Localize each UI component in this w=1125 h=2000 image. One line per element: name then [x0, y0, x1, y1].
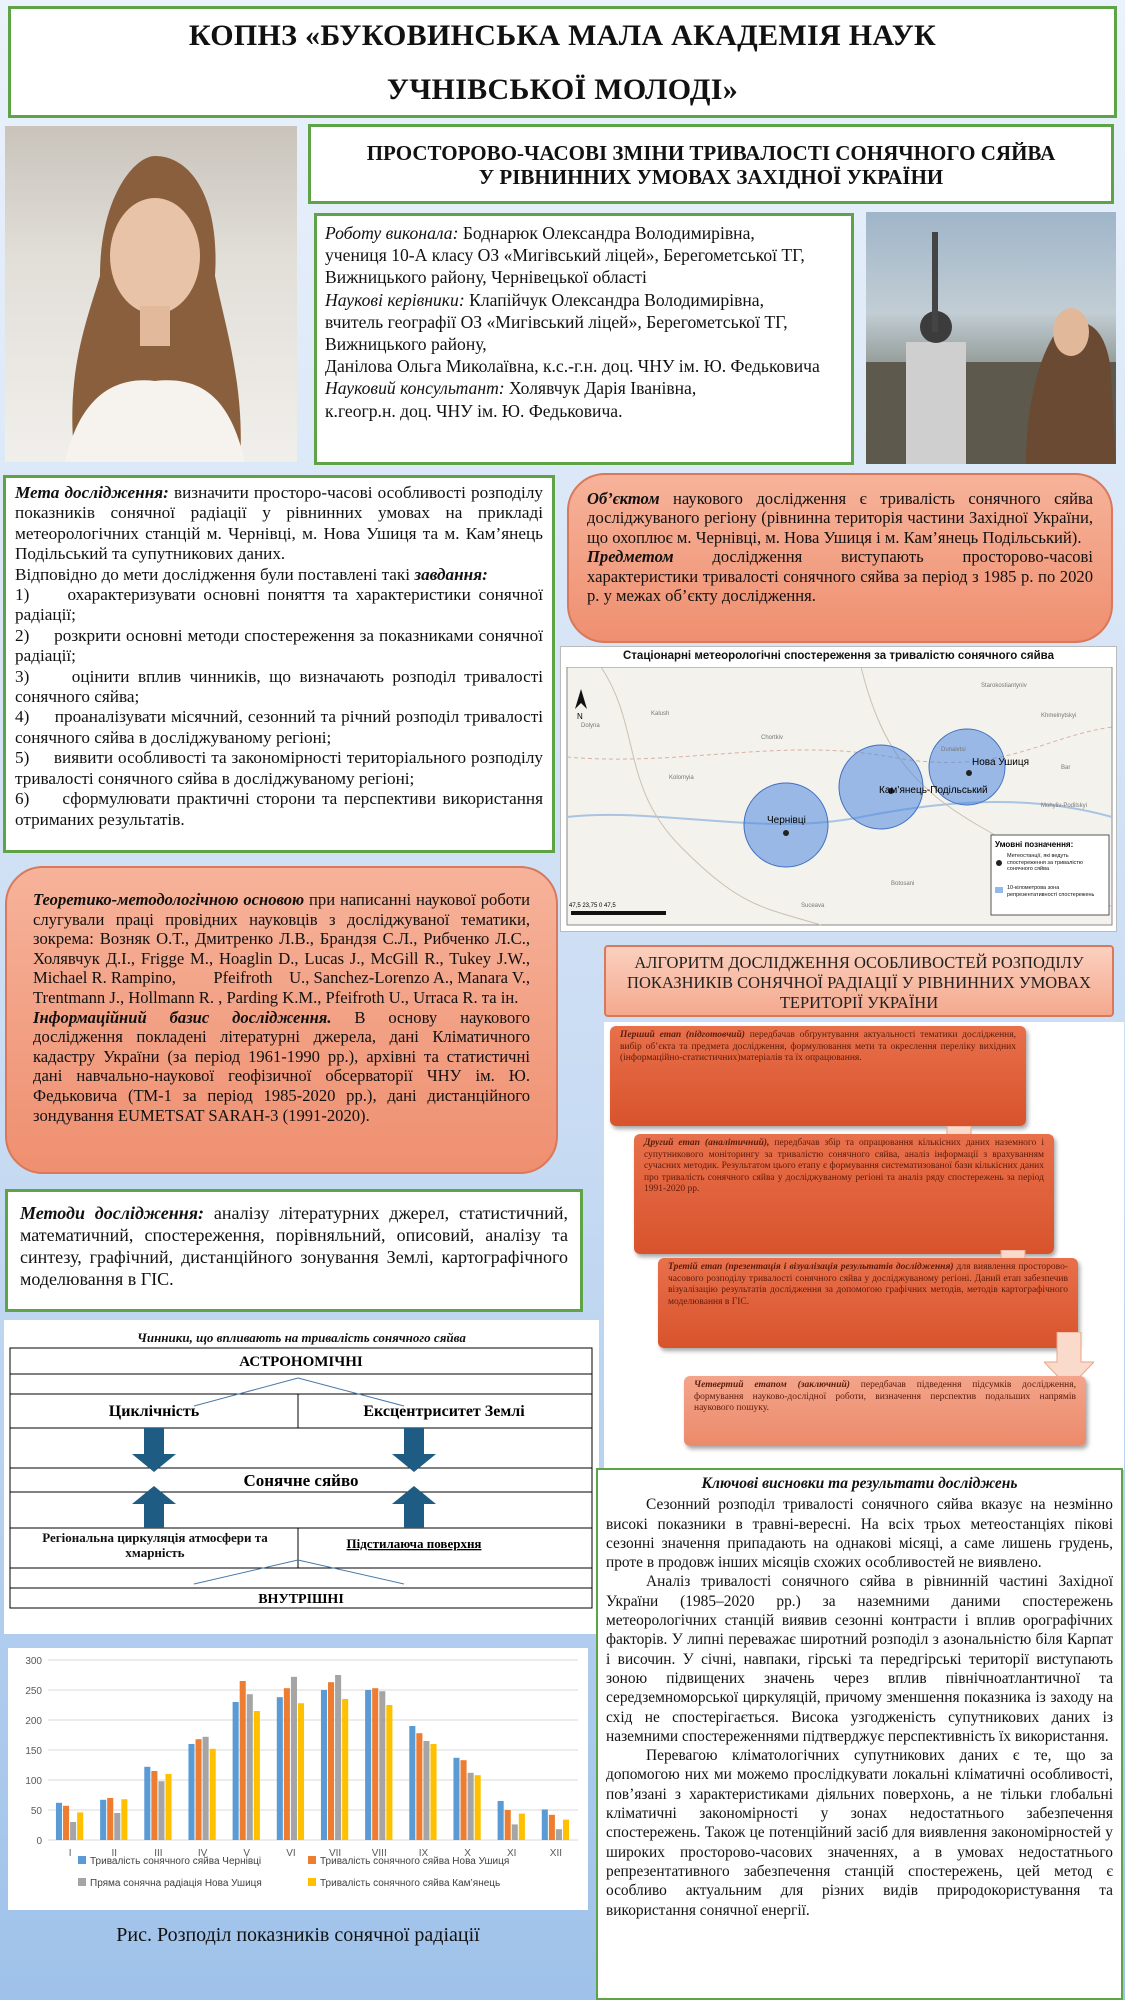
- chart-bar: [240, 1681, 246, 1840]
- map-legend-stations: Метеостанції, які ведуть спостереження за тривалістю сонячного сяйва: [1007, 853, 1083, 872]
- object-box: [567, 473, 1113, 643]
- info-basis-text: В основу наукового дослідження покладені літературні джерела, дані Кліматичного кадастру України (за період 1961-1990 рр.), архівні та статистичні дані навчально-наукової геофізичної обсерваторії ЧНУ ім. Ю. Федьковича (ТМ-1 за період 1985-2020 рр.), дані дистанційного зондування EUMETSAT SARAH-3 (1991-2020).: [33, 1007, 530, 1125]
- legend-entry: Тривалість сонячного сяйва Нова Ушиця: [320, 1856, 510, 1867]
- step-4-head: Четвертий етапом (заключний): [694, 1380, 850, 1390]
- subject-label: Предметом: [587, 547, 674, 567]
- map-canvas: [561, 667, 1116, 929]
- factors-canvas: [4, 1344, 599, 1634]
- chart-caption: Рис. Розподіл показників сонячної радіації: [116, 1924, 480, 1946]
- chart-bar: [461, 1760, 467, 1840]
- x-tick-label: VIII: [371, 1848, 387, 1859]
- map-title: Стаціонарні метеорологічні спостереження за тривалістю сонячного сяйва: [623, 650, 1054, 662]
- consultant-label: Науковий консультант:: [325, 378, 505, 399]
- task-4: 4) проаналізувати місячний, сезонний та річний розподіл тривалості сонячного сяйва в досліджуваному регіоні;: [15, 707, 543, 747]
- supervisor-line-3: Вижницького району,: [325, 334, 487, 355]
- poster-title: [308, 124, 1114, 204]
- x-tick-label: I: [68, 1848, 72, 1859]
- factors-diagram: [4, 1320, 599, 1634]
- y-tick-label: 0: [36, 1836, 42, 1847]
- chart-bar: [77, 1812, 83, 1840]
- conclusion-paragraph-2: Аналіз тривалості сонячного сяйва в рівнинній частині Західної України (1985–2020 рр.) за наземними даними спостережень метеорологічних станцій виявив сезонні контрасти і вплив орографічних факторів. У липні переважає широтний розподіл з азональністю біля Карпат і височин. У січні, навпаки, гірські та передгірські території виступають зоною підвищених значень через вплив північноатлантичної та середземноморської циркуляцій, причому зменшення показника із заходу на схід не спостерігається. Висока узгодженість супутникових даних із наземними спостереженнями підтверджує перспективність їх використання.: [606, 1573, 1113, 1745]
- astronomical-label: АСТРОНОМІЧНІ: [239, 1354, 363, 1370]
- header-line-1: КОПНЗ «БУКОВИНСЬКА МАЛА АКАДЕМІЯ НАУК: [188, 19, 937, 52]
- internal-label: ВНУТРІШНІ: [258, 1592, 344, 1607]
- chart-bar: [144, 1767, 150, 1840]
- task-6: 6) сформулювати практичні сторони та перспективи використання отриманих результатів.: [15, 789, 543, 829]
- field-photo: [866, 212, 1116, 464]
- step-2-body: передбачав збір та опрацювання кількісних даних наземного і супутникового моніторингу за тривалістю сонячного сяйва, аналіз інформації з врахуванням сучасних методик. Результатом цього етапу є формування систематизованої бази кількісних даних про тривалість сонячного сяйва у досліджуваному регіоні та аналіз ряду спостережень за період 1991-2020 рр.: [644, 1138, 1044, 1194]
- y-tick-label: 100: [25, 1776, 42, 1787]
- supervisors-label: Наукові керівники:: [325, 289, 465, 310]
- chart-bar: [291, 1677, 297, 1840]
- x-tick-label: V: [243, 1848, 251, 1859]
- chart-bar: [372, 1688, 378, 1840]
- chart-bar: [379, 1691, 385, 1840]
- object-label: Об’єктом: [587, 489, 660, 508]
- y-tick-label: 200: [25, 1716, 42, 1727]
- map-place-4: Dunaivtsi: [941, 747, 966, 753]
- chart-bar: [203, 1737, 209, 1840]
- chart-svg: [8, 1648, 588, 1910]
- sunshine-label: Сонячне сяйво: [243, 1471, 359, 1490]
- conclusions-title: Ключові висновки та результати досліджень: [701, 1475, 1018, 1492]
- poster-header: [8, 6, 1117, 118]
- radiation-chart: [8, 1648, 588, 1910]
- object-text: наукового дослідження є тривалість сонячного сяйва досліджуваного регіону (рівнинна територія частини Західної України, що охоплює м. Чернівці, м. Нова Ушиця і м. Кам’янець Подільський).: [587, 489, 1093, 547]
- tasks-intro: Відповідно до мети дослідження були поставлені такі: [15, 564, 415, 584]
- legend-entry: Тривалість сонячного сяйва Кам’янець: [320, 1878, 501, 1889]
- chart-bar: [335, 1675, 341, 1840]
- chart-bar: [298, 1703, 304, 1840]
- chart-bar: [233, 1702, 239, 1840]
- chart-bar: [563, 1820, 569, 1840]
- legend-entry: Пряма сонячна радіація Нова Ушиця: [90, 1878, 262, 1889]
- x-tick-label: XI: [507, 1848, 517, 1859]
- supervisor-name: Клапійчук Олександра Володимирівна,: [464, 289, 765, 310]
- step-4: [684, 1376, 1086, 1446]
- chart-bar: [542, 1809, 548, 1840]
- step-2-head: Другий етап (аналітичний),: [644, 1138, 770, 1148]
- chart-bar: [321, 1690, 327, 1840]
- map-place-8: Dolyna: [581, 723, 600, 729]
- chart-bar: [468, 1773, 474, 1840]
- map-city-kamianets: Кам’янець-Подільський: [879, 785, 988, 796]
- goal-label: Мета дослідження:: [15, 483, 169, 502]
- chart-bar: [165, 1774, 171, 1840]
- x-tick-label: X: [464, 1848, 471, 1859]
- y-tick-label: 150: [25, 1746, 42, 1757]
- chart-bar: [512, 1824, 518, 1840]
- author-photo: [5, 126, 297, 462]
- goal-box: [3, 475, 555, 853]
- map-place-1: Starokostiantyniv: [981, 683, 1027, 689]
- map-city-nova-ushytsia: Нова Ушиця: [972, 757, 1029, 768]
- author-label: Роботу виконала:: [325, 223, 459, 243]
- chart-bar: [328, 1682, 334, 1840]
- subject-text: дослідження виступають просторово-часові характеристики тривалості сонячного сяйва за період з 1985 р. по 2020 р. у межах об’єкту дослідження.: [587, 547, 1093, 606]
- map-place-5: Mohyliv-Podilskyi: [1041, 803, 1088, 809]
- title-line-1: ПРОСТОРОВО-ЧАСОВІ ЗМІНИ ТРИВАЛОСТІ СОНЯЧНОГО СЯЙВА: [366, 141, 1056, 165]
- x-tick-label: XII: [549, 1848, 563, 1859]
- step-1-head: Перший етап (підготовчий): [620, 1030, 745, 1040]
- legend-swatch: [78, 1878, 86, 1886]
- algorithm-title: АЛГОРИТМ ДОСЛІДЖЕННЯ ОСОБЛИВОСТЕЙ РОЗПОДІЛУ ПОКАЗНИКІВ СОНЯЧНОЇ РАДІАЦІЇ У РІВНИННИХ УМОВАХ ТЕРИТОРІЇ УКРАЇНИ: [604, 945, 1114, 1017]
- chart-bar: [210, 1749, 216, 1840]
- x-tick-label: VII: [328, 1848, 342, 1859]
- chart-bar: [498, 1801, 504, 1840]
- chart-bar: [158, 1781, 164, 1840]
- task-1: 1) охарактеризувати основні поняття та характеристики сонячної радіації;: [15, 585, 543, 625]
- chart-bar: [519, 1814, 525, 1840]
- x-tick-label: III: [154, 1848, 163, 1859]
- consultant-line-2: к.геогр.н. доц. ЧНУ ім. Ю. Федьковича.: [325, 400, 623, 421]
- map-legend-zone: 10-кілометрова зона репрезентативності спостережень: [1007, 885, 1095, 898]
- authors-box: [314, 213, 854, 465]
- info-basis-label: Інформаційний базис дослідження.: [33, 1007, 332, 1027]
- step-3: [658, 1258, 1078, 1348]
- map-legend-title: Умовні позначення:: [995, 840, 1074, 849]
- task-5: 5) виявити особливості та закономірності територіального розподілу тривалості сонячного сяйва в досліджуваному регіоні;: [15, 748, 543, 788]
- goal-text: визначити просторо-часові особливості розподілу показників сонячної радіації у рівнинних умовах на прикладі метеорологічних станцій м. Чернівці, м. Нова Ушиця та м. Кам’янець Подільський та супутникових даних.: [15, 483, 543, 564]
- legend-swatch: [78, 1856, 86, 1864]
- map-scale: 47,5 23,75 0 47,5: [569, 903, 616, 909]
- step-1-body: передбачав обґрунтування актуальності тематики дослідження, вибір об’єкта та предмета дослідження, формулювання мети та окреслення переліку вихідних (інформаційно-статистичних)матеріалів та їх опрацювання.: [620, 1030, 1016, 1063]
- x-tick-label: IX: [418, 1848, 429, 1859]
- x-tick-label: IV: [197, 1848, 208, 1859]
- circulation-label: Регіональна циркуляція атмосфери та хмарність: [42, 1530, 268, 1560]
- consultant-name: Холявчук Дарія Іванівна,: [504, 378, 697, 399]
- chart-bar: [430, 1744, 436, 1840]
- methods-label: Методи дослідження:: [20, 1203, 205, 1223]
- theory-text: при написанні наукової роботи слугували праці провідних науковців з досліджуваної тематики, зокрема: Возняк О.Т., Дмитренко Л.В., Брандзя С.Л., Рибченко Л.С., Холявчук Д.І., Frigge M., Hoaglin D., Lucas J., McGill R., Tukey J.W., Michael R. Rampino, Pfeifroth U., Sanchez-Lorenzo A., Manara V., Trentmann J., Hollmann R. , Parding K.M., Pfeifroth U., Urraca R. та ін.: [33, 890, 530, 1007]
- step-3-body: для виявлення просторово-часового розподілу тривалості сонячного сяйва у досліджуваному регіоні. Даний етап забезпечив візуалізацію результатів дослідження за допомогою графічних методів, методів картографічного моделювання в ГІС.: [668, 1262, 1068, 1307]
- task-3: 3) оцінити вплив чинників, що визначають розподіл тривалості сонячного сяйва;: [15, 666, 543, 707]
- x-tick-label: VI: [286, 1848, 296, 1859]
- map-place-2: Khmelnytskyi: [1041, 713, 1077, 719]
- x-tick-label: II: [111, 1848, 118, 1859]
- chart-bar: [100, 1800, 106, 1840]
- stations-map: [560, 646, 1117, 932]
- legend-swatch: [308, 1856, 316, 1864]
- algorithm-steps: [604, 1022, 1124, 1470]
- weather-station-icon: [866, 212, 1116, 464]
- chart-bar: [277, 1697, 283, 1840]
- surface-label: Підстилаюча поверхня: [346, 1536, 482, 1551]
- y-tick-label: 50: [30, 1806, 42, 1817]
- chart-bar: [121, 1799, 127, 1840]
- map-place-3: Kolomyia: [669, 775, 694, 781]
- conclusion-paragraph-3: Перевагою кліматологічних супутникових даних є те, що за допомогою них ми можемо прослідкувати локальні кліматичні особливості, пов’язані з характеристиками діяльних поверхонь, а не тільки глобальні кліматичні закономірності у зонах недостатнього забезпечення спостережень. Також це потенційний засіб для виявлення закономірностей у широких просторово-часових значеннях, а в умовах недостатнього репрезентативного забезпечення станцій спостережень, цей метод є особливо актуальним для різних видів природокористування та використання сонячної енергії.: [606, 1747, 1113, 1919]
- title-line-2: У РІВНИННИХ УМОВАХ ЗАХІДНОЇ УКРАЇНИ: [478, 165, 944, 189]
- chart-bar: [114, 1813, 120, 1840]
- conclusion-paragraph-1: Сезонний розподіл тривалості сонячного сяйва вказує на незмінно високі показники в травні-вересні. На всіх трьох метеостанціях пікові сезонні значення припадають на однакові місяці, а саме лишень грудень, проте в продовж інших місяців схожих особливостей не виявлено.: [606, 1496, 1113, 1572]
- methods-box: [5, 1189, 583, 1312]
- chart-bar: [254, 1711, 260, 1840]
- chart-bar: [107, 1798, 113, 1840]
- factors-title: Чинники, що впливають на тривалість сонячного сяйва: [137, 1330, 466, 1345]
- supervisor-line-2: вчитель географії ОЗ «Мигівський ліцей», Берегометської ТГ,: [325, 311, 788, 332]
- author-line-3: Вижницького району, Чернівецької області: [325, 267, 647, 288]
- map-place-10: Chortkiv: [761, 735, 784, 741]
- map-city-chernivtsi: Чернівці: [767, 815, 806, 826]
- step-2: [634, 1134, 1054, 1254]
- map-place-11: Bar: [1061, 765, 1071, 771]
- methods-text: аналізу літературних джерел, статистичний, математичний, спостереження, порівняльний, описовий, аналізу та синтезу, графічний, дистанційного зонування Землі, картографічного моделювання в ГІС.: [20, 1203, 568, 1289]
- step-1: [610, 1026, 1026, 1126]
- chart-bar: [416, 1733, 422, 1840]
- y-tick-label: 300: [25, 1656, 42, 1667]
- task-2: 2) розкрити основні методи спостереження за показниками сонячної радіації;: [15, 625, 543, 666]
- chart-bar: [386, 1705, 392, 1840]
- map-place-7: Suceava: [801, 903, 825, 909]
- author-portrait-icon: [5, 126, 297, 462]
- step-3-head: Третій етап (презентація і візуалізація результатів дослідження): [668, 1262, 954, 1272]
- legend-swatch: [308, 1878, 316, 1886]
- north-label: N: [577, 712, 583, 721]
- header-line-2: УЧНІВСЬКОЇ МОЛОДІ»: [386, 73, 739, 106]
- chart-bar: [196, 1739, 202, 1840]
- chart-bar: [475, 1775, 481, 1840]
- map-place-6: Botosani: [891, 881, 915, 887]
- supervisor-line-4: Данілова Ольга Миколаївна, к.с.-г.н. доц. ЧНУ ім. Ю. Федьковича: [325, 356, 820, 377]
- conclusions-box: [596, 1468, 1123, 2000]
- chart-bar: [247, 1694, 253, 1840]
- chart-bar: [505, 1810, 511, 1840]
- chart-bar: [556, 1829, 562, 1840]
- author-line-2: учениця 10-А класу ОЗ «Мигівський ліцей», Берегометської ТГ,: [325, 245, 805, 266]
- chart-bar: [151, 1771, 157, 1840]
- tasks-label: завдання:: [414, 564, 488, 584]
- theory-label: Теоретико-методологічною основою: [33, 890, 305, 909]
- cyclicity-label: Циклічність: [108, 1403, 200, 1420]
- chart-bar: [188, 1744, 194, 1840]
- chart-bar: [409, 1726, 415, 1840]
- eccentricity-label: Ексцентриситет Землі: [363, 1403, 525, 1420]
- author-name: Боднарюк Олександра Володимирівна,: [458, 223, 755, 243]
- y-tick-label: 250: [25, 1686, 42, 1697]
- step-4-body: передбачав підведення підсумків дослідження, формування науково-дослідної роботи, визначення перспектив подальших напрямів наукового пошуку.: [694, 1380, 1076, 1413]
- chart-bar: [453, 1758, 459, 1840]
- legend-entry: Тривалість сонячного сяйва Чернівці: [90, 1856, 262, 1867]
- chart-bar: [549, 1815, 555, 1840]
- chart-bar: [423, 1741, 429, 1840]
- chart-bar: [70, 1822, 76, 1840]
- chart-bar: [56, 1803, 62, 1840]
- chart-bar: [63, 1806, 69, 1840]
- chart-bar: [284, 1688, 290, 1840]
- map-place-9: Kalush: [651, 711, 670, 717]
- theory-box: [5, 866, 558, 1174]
- chart-bar: [365, 1690, 371, 1840]
- chart-bar: [342, 1699, 348, 1840]
